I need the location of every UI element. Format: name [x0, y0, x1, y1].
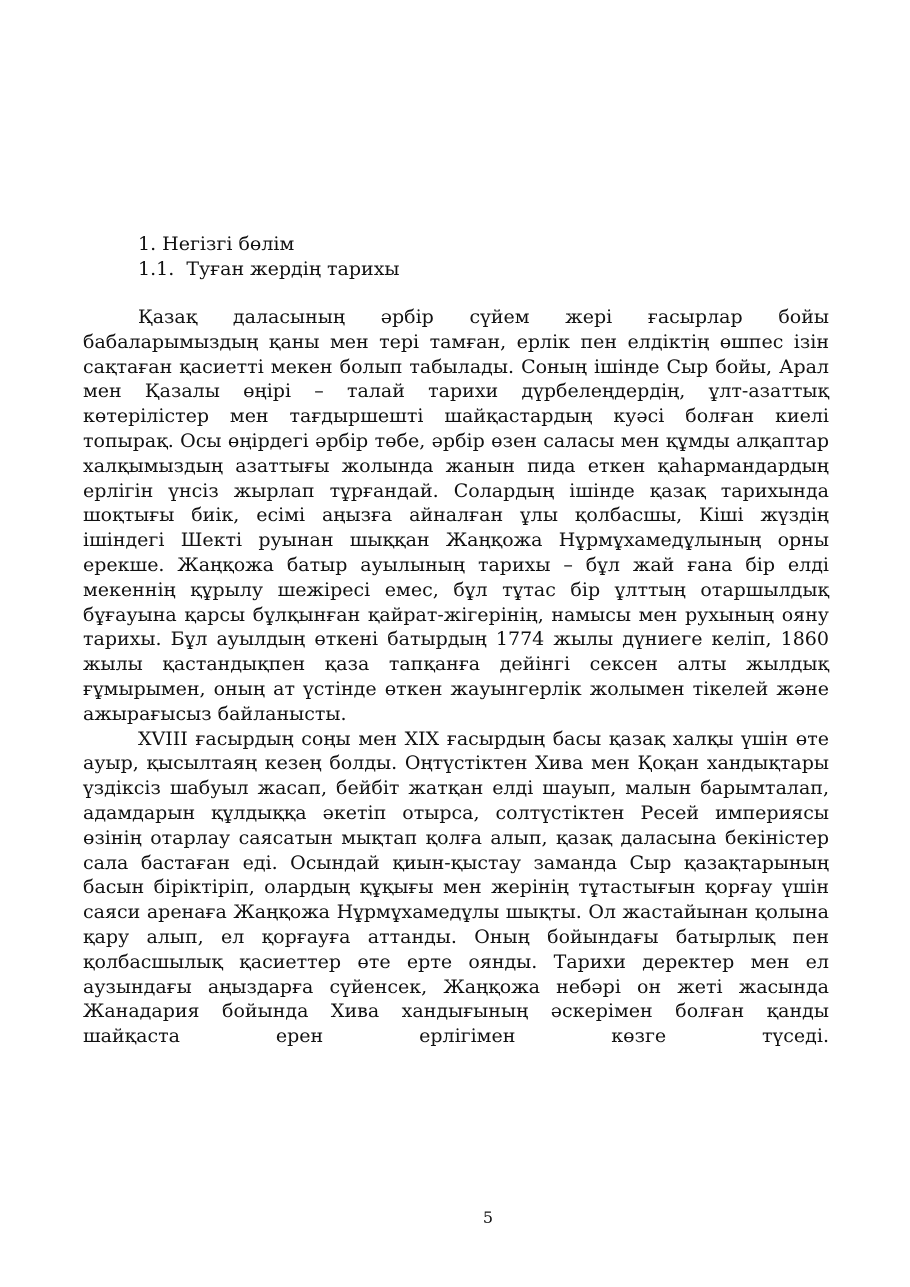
paragraph-2: XVIII ғасырдың соңы мен XIX ғасырдың басы қазақ халқы үшін өте ауыр, қысылтаяң кезең болды. Оңтүстіктен Хива мен Қоқан хандықтары үздіксіз шабуыл жасап, бейбіт жатқан елді шауып, малын барымталап, адамдарын құлдыққа әкетіп отырса, солтүстіктен Ресей империясы өзінің отарлау саясатын мықтап қолға алып, қазақ даласына бекіністер сала бастаған еді. Осындай қиын-қыстау заманда Сыр қазақтарының басын біріктіріп, олардың құқығы мен жерінің тұтастығын қорғау үшін саяси аренаға Жаңқожа Нұрмұхамедұлы шықты. Ол жастайынан қолына қару алып, ел қорғауға аттанды. Оның бойындағы батырлық пен қолбасшылық қасиеттер өте ерте оянды. Тарихи деректер мен ел аузындағы аңыздарға сүйенсек, Жаңқожа небәрі он жеті жасында Жанадария бойында Хива хандығының әскерімен болған қанды шайқаста ерен ерлігімен көзге түседі. — [83, 727, 829, 1048]
headings-block — [138, 232, 400, 282]
section-heading: 1. Негізгі бөлім — [138, 233, 295, 255]
page-number: 5 — [482, 1208, 494, 1227]
subsection-heading: 1.1. Туған жердің тарихы — [138, 258, 400, 280]
body-text — [83, 305, 829, 1049]
paragraph-1: Қазақ даласының әрбір сүйем жері ғасырлар бойы бабаларымыздың қаны мен тері тамған, ерлік пен елдіктің өшпес ізін сақтаған қасиетті мекен болып табылады. Соның ішінде Сыр бойы, Арал мен Қазалы өңірі – талай тарихи дүрбелеңдердің, ұлт-азаттық көтерілістер мен тағдыршешті шайқастардың куәсі болған киелі топырақ. Осы өңірдегі әрбір төбе, әрбір өзен саласы мен құмды алқаптар халқымыздың азаттығы жолында жанын пида еткен қаһармандардың ерлігін үнсіз жырлап тұрғандай. Солардың ішінде қазақ тарихында шоқтығы биік, есімі аңызға айналған ұлы қолбасшы, Кіші жүздің ішіндегі Шекті руынан шыққан Жаңқожа Нұрмұхамедұлының орны ерекше. Жаңқожа батыр ауылының тарихы – бұл жай ғана бір елді мекеннің құрылу шежіресі емес, бұл тұтас бір ұлттың отаршылдық бұғауына қарсы бұлқынған қайрат-жігерінің, намысы мен рухының ояну тарихы. Бұл ауылдың өткені батырдың 1774 жылы дүниеге келіп, 1860 жылы қастандықпен қаза тапқанға дейінгі сексен алты жылдық ғұмырымен, оның ат үстінде өткен жауынгерлік жолымен тікелей және ажырағысыз байланысты. — [83, 306, 829, 725]
